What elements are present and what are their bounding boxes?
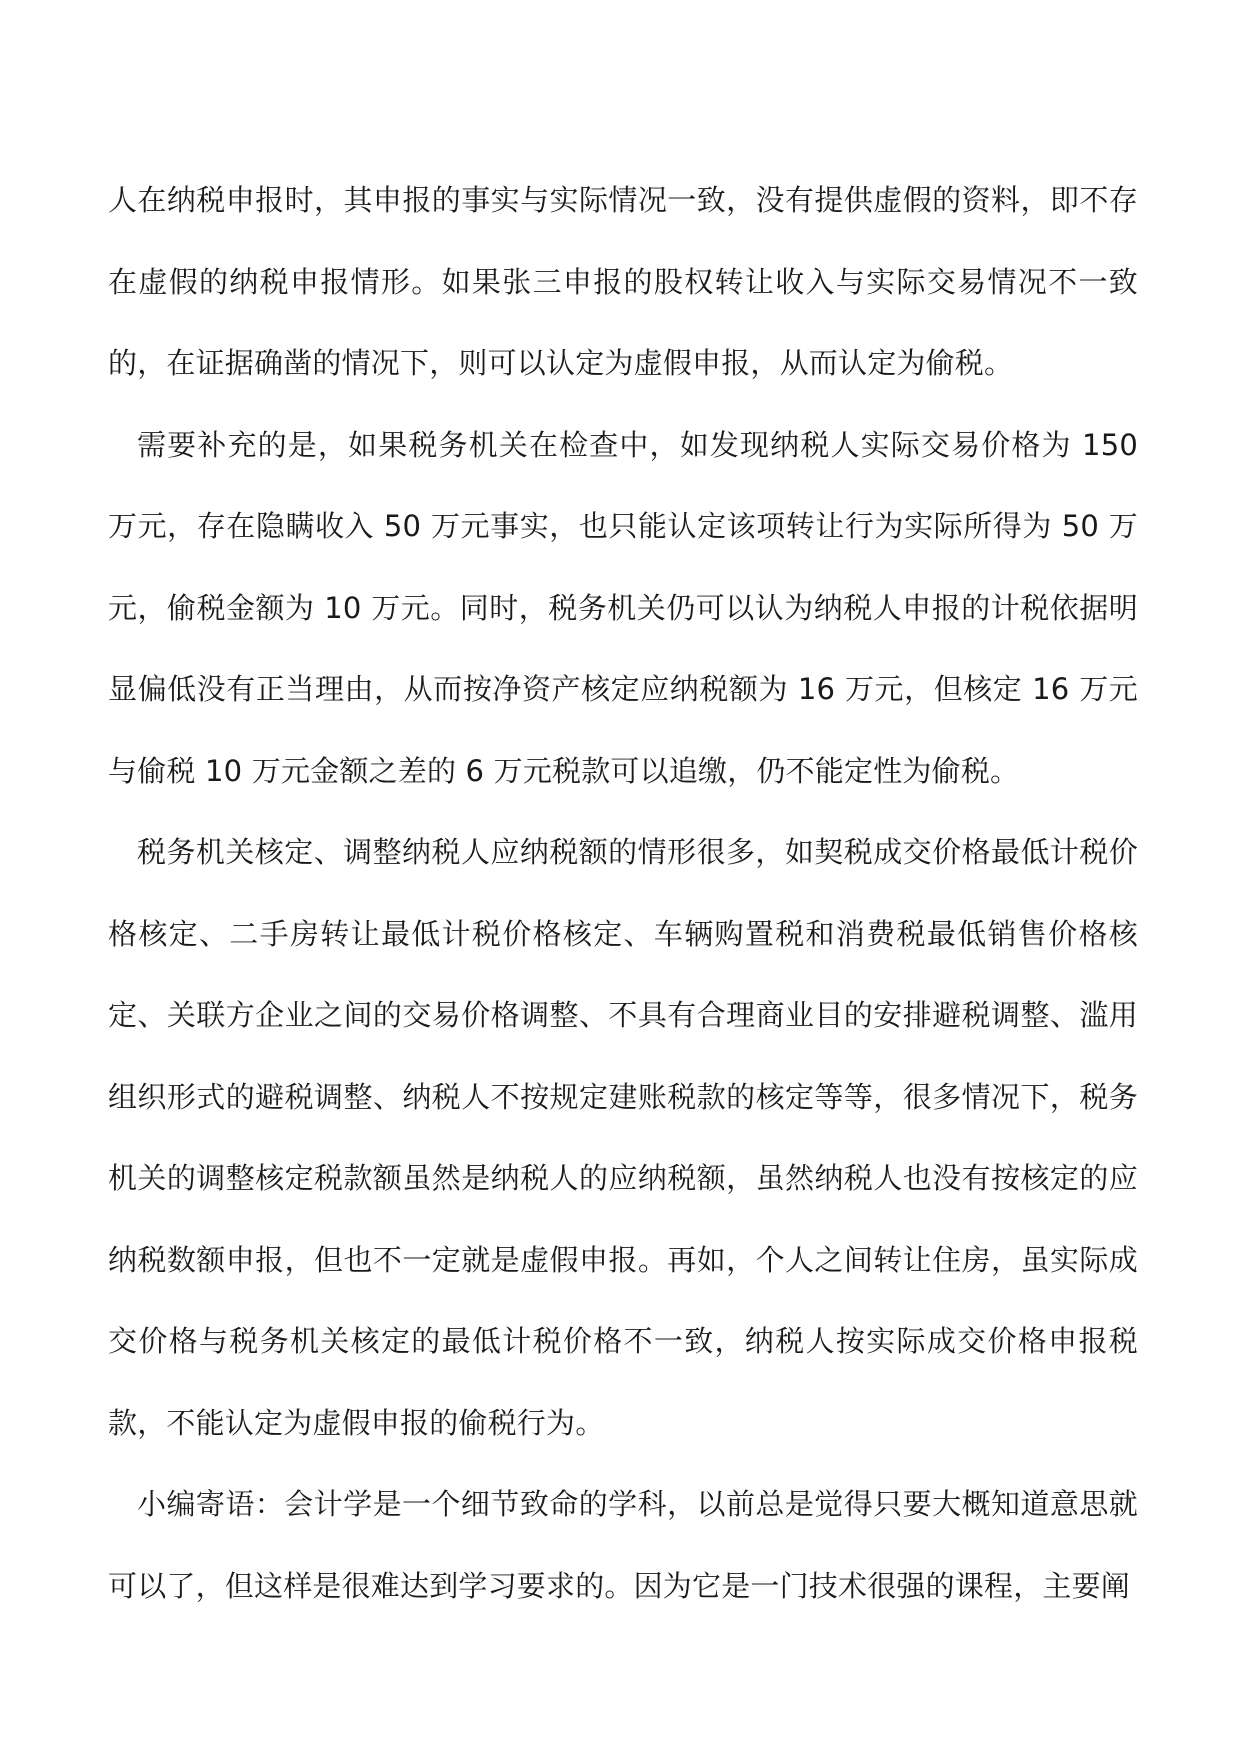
- paragraph-editor-note: 小编寄语：会计学是一个细节致命的学科，以前总是觉得只要大概知道意思就可以了，但这样是很难达到学习要求的。因为它是一门技术很强的课程，主要阐: [108, 1487, 1138, 1603]
- document-body: [108, 160, 1138, 1627]
- paragraph-supplement: 需要补充的是，如果税务机关在检查中，如发现纳税人实际交易价格为 150 万元，存在隐瞒收入 50 万元事实，也只能认定该项转让行为实际所得为 50 万元，偷税金额为 10 万元。同时，税务机关仍可以认为纳税人申报的计税依据明显偏低没有正当理由，从而按净资产核定应纳税额为 16 万元，但核定 16 万元与偷税 10 万元金额之差的 6 万元税款可以追缴，仍不能定性为偷税。: [108, 427, 1138, 788]
- paragraph-assessment-cases: 税务机关核定、调整纳税人应纳税额的情形很多，如契税成交价格最低计税价格核定、二手房转让最低计税价格核定、车辆购置税和消费税最低销售价格核定、关联方企业之间的交易价格调整、不具有合理商业目的安排避税调整、滥用组织形式的避税调整、纳税人不按规定建账税款的核定等等，很多情况下，税务机关的调整核定税款额虽然是纳税人的应纳税额，虽然纳税人也没有按核定的应纳税数额申报，但也不一定就是虚假申报。再如，个人之间转让住房，虽实际成交价格与税务机关核定的最低计税价格不一致，纳税人按实际成交价格申报税款，不能认定为虚假申报的偷税行为。: [108, 835, 1138, 1440]
- paragraph-continuation: 人在纳税申报时，其申报的事实与实际情况一致，没有提供虚假的资料，即不存在虚假的纳税申报情形。如果张三申报的股权转让收入与实际交易情况不一致的，在证据确凿的情况下，则可以认定为虚假申报，从而认定为偷税。: [108, 183, 1138, 380]
